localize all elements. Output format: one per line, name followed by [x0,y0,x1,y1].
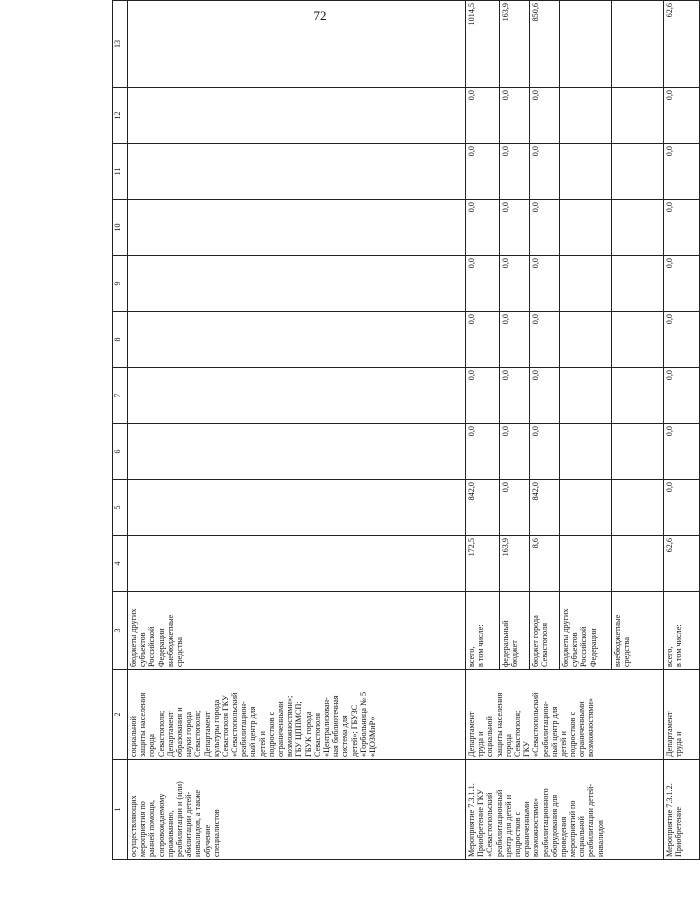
cell-text-line: Севастополя [312,712,322,757]
value-cell: 0,0 [500,88,530,144]
cell-text-line: Приобретение ГКУ [476,789,486,857]
value-cell: 0,0 [466,88,500,144]
funding-source-cell [612,592,664,670]
value-cell [560,480,612,536]
cell-text-line: бюджеты других [129,608,138,667]
measure-cell [128,760,466,860]
cell-text-line: возможностями» [586,698,596,757]
value-cell: 0,0 [500,200,530,256]
executor-cell [466,670,664,760]
executor-cell [128,670,466,760]
value-cell: 62,6 [664,536,700,592]
funding-source-cell [530,592,560,670]
table-row [664,1,700,860]
cell-text-line: реабилитации детей- [586,783,596,857]
value-cell: 842,0 [530,480,560,536]
value-cell [128,200,466,256]
value-cell [612,480,664,536]
column-header: 3 [113,592,128,670]
cell-text-line: Севастополя; [512,710,522,757]
value-cell [128,312,466,368]
value-cell [128,536,466,592]
cell-text-line: возможностями» [531,798,541,857]
cell-text-line: Мероприятие 7.3.1.2. [665,783,674,857]
cell-text-line: ограниченными [276,701,285,757]
value-cell: 0,0 [530,424,560,480]
column-header: 11 [113,144,128,200]
cell-text-line: ГБУК города [303,711,313,757]
cell-text-line: реабилитацион- [540,701,550,757]
value-cell: 172,5 [466,536,500,592]
cell-text-line: детей и [558,731,568,757]
cell-text-line: всего, [665,646,674,667]
value-cell [560,200,612,256]
cell-text-line: реабилитационного [540,788,550,857]
cell-text-line: ранней помощи, [147,800,157,857]
value-cell: 0,0 [500,144,530,200]
value-cell: 0,0 [466,424,500,480]
column-header: 2 [113,670,128,760]
column-header: 6 [113,424,128,480]
cell-text-line: защиты населения [494,692,504,757]
value-cell [128,1,466,88]
cell-text-line: Российской [147,626,157,667]
cell-text-line: Департамент [665,711,674,757]
value-cell: 0,0 [664,256,700,312]
cell-text-line: Российской [579,626,589,667]
value-cell [560,256,612,312]
cell-text-line: субъектов [570,632,580,667]
cell-text-line: оборудования для [549,794,559,857]
cell-text-line: специалистов [211,809,221,857]
cell-text-line: мероприятий по [568,800,578,857]
funding-source-cell [128,592,466,670]
value-cell: 0,0 [664,424,700,480]
cell-text-line: подростков с [512,811,522,857]
cell-text-line: «Горбольница № 5 [358,691,368,757]
cell-text-line: ГКУ [522,741,532,757]
value-cell [612,368,664,424]
value-cell: 0,0 [664,200,700,256]
cell-text-line: средства [174,636,184,667]
value-cell: 8,6 [530,536,560,592]
cell-text-line: система для [340,715,350,757]
value-cell: 0,0 [500,424,530,480]
column-header: 10 [113,200,128,256]
cell-text-line: подростков с [568,711,578,757]
cell-text-line: культуры города [211,699,221,757]
value-cell: 0,0 [500,312,530,368]
cell-text-line: «Севастопольский [230,692,240,757]
value-cell [612,200,664,256]
value-cell [612,144,664,200]
budget-table [112,0,700,860]
value-cell [560,1,612,88]
cell-text-line: мероприятия по [138,801,148,857]
value-cell [128,368,466,424]
cell-text-line: города [503,734,513,757]
value-cell [612,312,664,368]
column-header: 5 [113,480,128,536]
cell-text-line: защиты населения [138,692,148,757]
cell-text-line: ная библиотечная [331,695,341,757]
cell-text-line: проведения [558,816,568,857]
cell-text-line: «ЦОЗМиР» [367,716,377,757]
table-body [128,1,700,860]
value-cell: 0,0 [466,200,500,256]
cell-text-line: средства [622,636,632,667]
column-header: 4 [113,536,128,592]
value-cell [612,1,664,88]
value-cell [128,256,466,312]
value-cell: 0,0 [530,144,560,200]
funding-source-cell [466,592,500,670]
cell-text-line: бюджет города [531,615,540,667]
cell-text-line: сопровождаемому [156,793,166,857]
cell-text-line: ный центр для [248,706,258,757]
executor-cell [664,670,700,760]
value-cell: 0,0 [466,312,500,368]
rotated-table-container [112,3,684,860]
table-row [466,1,500,860]
value-cell: 842,0 [466,480,500,536]
value-cell: 0,0 [530,88,560,144]
column-header: 12 [113,88,128,144]
column-header: 1 [113,760,128,860]
funding-source-cell [560,592,612,670]
cell-text-line: Федерации [588,628,598,667]
cell-text-line: Севастополя [540,622,550,667]
cell-text-line: Севастополя; [193,710,203,757]
cell-text-line: ный центр для [549,706,559,757]
value-cell: 850,6 [530,1,560,88]
cell-text-line: федеральный [501,620,510,667]
value-cell: 1014,5 [466,1,500,88]
measure-cell [466,760,664,860]
cell-text-line: осуществляющих [129,795,138,857]
cell-text-line: центр для детей и [503,794,513,857]
page-number: 72 [313,8,327,23]
value-cell: 0,0 [530,200,560,256]
value-cell [612,536,664,592]
cell-text-line: субъектов [138,632,148,667]
cell-text-line: бюджеты других [561,608,570,667]
column-header: 7 [113,368,128,424]
cell-text-line: ограниченными [522,801,532,857]
value-cell: 0,0 [530,256,560,312]
value-cell [560,536,612,592]
header-row [113,1,128,860]
value-cell: 0,0 [664,368,700,424]
value-cell [612,424,664,480]
cell-text-line: детей и [257,731,267,757]
cell-text-line: города [147,734,157,757]
cell-text-line: инвалидов, а также [193,789,203,857]
cell-text-line: всего, [467,646,476,667]
cell-text-line: науки города [184,711,194,757]
cell-text-line: социальной [129,716,138,757]
value-cell: 0,0 [664,144,700,200]
cell-text-line: Мероприятие 7.3.1.1. [467,783,476,857]
table-row [128,1,466,860]
cell-text-line: подростков с [266,711,276,757]
cell-text-line: труда и [476,731,486,757]
value-cell [560,312,612,368]
value-cell [560,88,612,144]
value-cell: 0,0 [500,480,530,536]
cell-text-line: инвалидов [595,820,605,857]
cell-text-line: внебюджетные [165,614,175,667]
cell-text-line: реабилитацион- [239,701,249,757]
funding-source-cell [664,592,700,670]
value-cell [128,88,466,144]
cell-text-line: ГБУ ЦППМСП; [294,701,304,757]
value-cell: 0,0 [466,368,500,424]
cell-text-line: «Централизован- [321,697,331,757]
value-cell: 163,9 [500,536,530,592]
value-cell: 0,0 [466,144,500,200]
value-cell: 0,0 [466,256,500,312]
cell-text-line: Севастополя ГКУ [220,695,230,757]
column-header: 8 [113,312,128,368]
cell-text-line: реабилитации и (или) [174,781,184,857]
cell-text-line: Департамент [202,711,212,757]
cell-text-line: «Севастопольский [531,692,541,757]
cell-text-line: проживанию, [165,810,175,857]
value-cell: 0,0 [530,312,560,368]
value-cell: 0,0 [500,256,530,312]
value-cell: 62,6 [664,1,700,88]
cell-text-line: детей»; ГБУЗС [349,704,359,757]
value-cell [560,144,612,200]
cell-text-line: в том числе: [476,624,486,667]
cell-text-line: Департамент [467,711,476,757]
cell-text-line: ограниченными [577,701,587,757]
cell-text-line: «Севастопольский [485,792,495,857]
funding-source-cell [500,592,530,670]
cell-text-line: образования и [174,707,184,757]
cell-text-line: Приобретение [674,807,684,857]
value-cell [128,144,466,200]
value-cell: 0,0 [664,480,700,536]
cell-text-line: Федерации [156,628,166,667]
cell-text-line: обучение [202,824,212,857]
cell-text-line: Департамент [165,711,175,757]
value-cell: 0,0 [530,368,560,424]
measure-cell [664,760,700,860]
value-cell [128,424,466,480]
cell-text-line: внебюджетные [613,614,622,667]
cell-text-line: Севастополя; [156,710,166,757]
cell-text-line: в том числе: [674,624,684,667]
value-cell [560,368,612,424]
cell-text-line: абилитации детей- [184,791,194,857]
value-cell [612,88,664,144]
value-cell [128,480,466,536]
cell-text-line: социальной [485,716,495,757]
value-cell: 163,9 [500,1,530,88]
value-cell: 0,0 [664,88,700,144]
cell-text-line: труда и [674,731,684,757]
column-header: 13 [113,1,128,88]
value-cell [560,424,612,480]
value-cell: 0,0 [664,312,700,368]
cell-text-line: социальной [577,816,587,857]
cell-text-line: реабилитационный [494,789,504,857]
value-cell [612,256,664,312]
cell-text-line: бюджет [510,640,520,667]
value-cell: 0,0 [500,368,530,424]
column-header: 9 [113,256,128,312]
cell-text-line: возможностями»; [285,695,295,757]
